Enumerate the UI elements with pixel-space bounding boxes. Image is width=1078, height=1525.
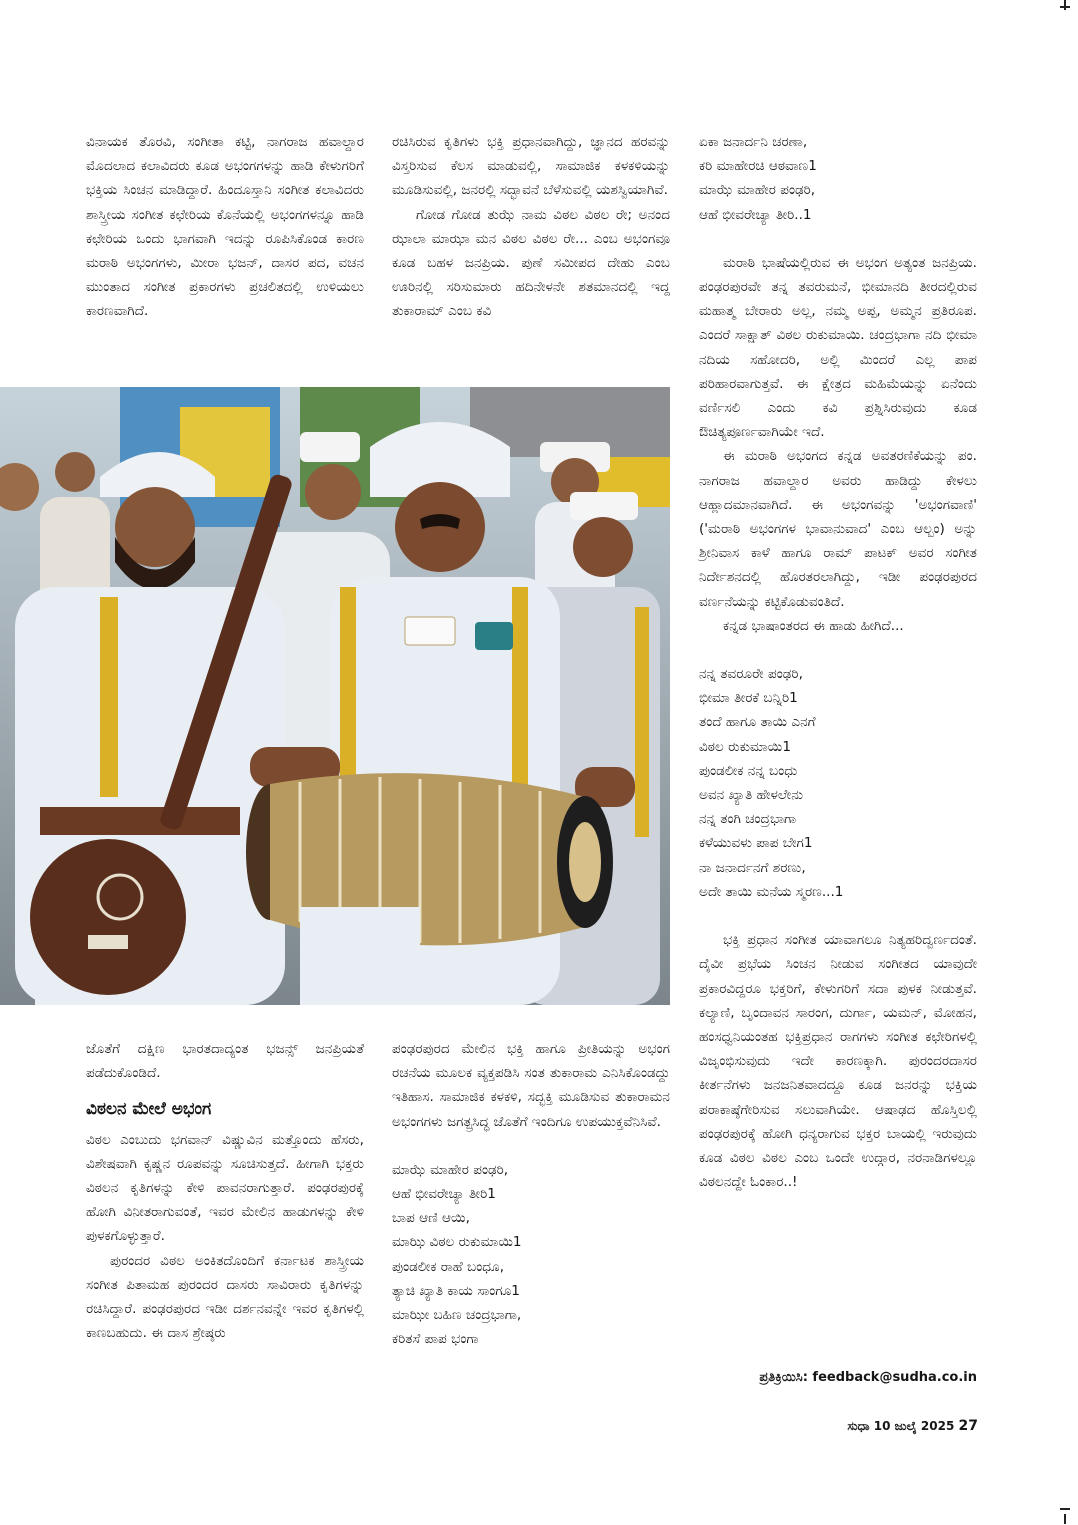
column-1-bottom bbox=[86, 1037, 364, 1345]
verse-line: ಕರಿ ಮಾಹೇರಚಿ ಆಠವಾಣ1 bbox=[699, 158, 817, 175]
paragraph: ಈ ಮರಾಠಿ ಅಭಂಗದ ಕನ್ನಡ ಅವತರಣಿಕೆಯನ್ನು ಪಂ. ನಾಗರಾಜ ಹವಾಲ್ದಾರ ಅವರು ಹಾಡಿದ್ದು ಕೇಳಲು ಆಹ್ಲಾದಮಾನವಾಗಿದೆ. ಈ ಅಭಂಗವನ್ನು 'ಅಭಂಗವಾಣಿ' ('ಮರಾಠಿ ಅಭಂಗಗಳ ಭಾವಾನುವಾದ' ಎಂಬ ಆಲ್ಬಂ) ಅನ್ನು ಶ್ರೀನಿವಾಸ ಕಾಳೆ ಹಾಗೂ ರಾಮ್ ಪಾಟಕ್ ಅವರ ಸಂಗೀತ ನಿರ್ದೇಶನದಲ್ಲಿ ಹೊರತರಲಾಗಿದ್ದು, ಇಡೀ ಪಂಢರಪುರದ ವರ್ಣನೆಯನ್ನು ಕಟ್ಟಿಕೊಡುವಂತಿದೆ. bbox=[699, 448, 977, 610]
verse-line: ಅದೇ ತಾಯಿ ಮನೆಯ ಸ್ಮರಣ...1 bbox=[699, 883, 844, 900]
verse-line: ಬಾಪ ಆಣಿ ಆಯಿ, bbox=[392, 1210, 470, 1227]
paragraph: ಕನ್ನಡ ಭಾಷಾಂತರದ ಈ ಹಾಡು ಹೀಗಿದೆ... bbox=[723, 617, 904, 634]
verse-line: ತ್ಯಾಚಿ ಖ್ಯಾತಿ ಕಾಯ ಸಾಂಗೂ1 bbox=[392, 1282, 520, 1299]
paragraph: ಮರಾಠಿ ಭಾಷೆಯಲ್ಲಿರುವ ಈ ಅಭಂಗ ಅತ್ಯಂತ ಜನಪ್ರಿಯ. ಪಂಢರಪುರವೇ ತನ್ನ ತವರುಮನೆ, ಭೀಮಾನದಿ ತೀರದಲ್ಲಿರುವ ಮಹಾತ್ಮ ಬೇರಾರು ಅಲ್ಲ, ನಮ್ಮ ಅಪ್ಪ, ಅಮ್ಮನ ಪ್ರತಿರೂಪ. ಎಂದರೆ ಸಾಕ್ಷಾತ್ ವಿಠಲ ರುಕುಮಾಯಿ. ಚಂದ್ರಭಾಗಾ ನದಿ ಭೀಮಾ ನದಿಯ ಸಹೋದರಿ, ಅಲ್ಲಿ ಮಿಂದರೆ ಎಲ್ಲ ಪಾಪ ಪರಿಹಾರವಾಗುತ್ತವೆ. ಈ ಕ್ಷೇತ್ರದ ಮಹಿಮೆಯನ್ನು ಏನೆಂದು ವರ್ಣಿಸಲಿ ಎಂದು ಕವಿ ಪ್ರಶ್ನಿಸಿರುವುದು ಕೂಡ ಔಚಿತ್ಯಪೂರ್ಣವಾಗಿಯೇ ಇದೆ. bbox=[699, 254, 977, 441]
column-2-bottom bbox=[392, 1037, 670, 1351]
issue-date: 10 ಜುಲೈ 2025 bbox=[873, 1419, 955, 1433]
verse-kannada bbox=[699, 662, 977, 904]
verse-line: ಆಹೆ ಭೀವರೇಚ್ಯಾ ತೀರಿ1 bbox=[392, 1186, 496, 1203]
verse-line: ಪುಂಡಲೀಕ ನನ್ನ ಬಂಧು bbox=[699, 762, 798, 779]
verse-line: ತಂದೆ ಹಾಗೂ ತಾಯಿ ಎನಗೆ bbox=[699, 714, 816, 731]
verse-line: ಪುಂಡಲೀಕ ರಾಹೆ ಬಂಧೂ, bbox=[392, 1258, 505, 1275]
verse-line: ಆಹೆ ಭೀವರೇಚ್ಯಾ ತೀರಿ..1 bbox=[699, 206, 812, 223]
paragraph: ಭಕ್ತಿ ಪ್ರಧಾನ ಸಂಗೀತ ಯಾವಾಗಲೂ ನಿತ್ಯಹರಿದ್ವರ್ಣದಂತೆ. ದೈವೀ ಪ್ರಭೆಯ ಸಿಂಚನ ನೀಡುವ ಸಂಗೀತದ ಯಾವುದೇ ಪ್ರಕಾರವಿದ್ದರೂ ಭಕ್ತರಿಗೆ, ಕೇಳುಗರಿಗೆ ಸದಾ ಪುಳಕ ನೀಡುತ್ತವೆ. ಕಲ್ಯಾಣಿ, ಬೃಂದಾವನ ಸಾರಂಗ, ದುರ್ಗಾ, ಯಮನ್, ಮೋಹನ, ಹಂಸಧ್ವನಿಯಂತಹ ಭಕ್ತಿಪ್ರಧಾನ ರಾಗಗಳು ಸಂಗೀತ ಕಛೇರಿಗಳಲ್ಲಿ ವಿಜೃಂಭಿಸುವುದು ಇದೇ ಕಾರಣಕ್ಕಾಗಿ. ಪುರಂದರದಾಸರ ಕೀರ್ತನೆಗಳು ಜನಜನಿತವಾದದ್ದೂ ಕೂಡ ಜನರನ್ನು ಭಕ್ತಿಯ ಪರಾಕಾಷ್ಠೆಗೇರಿಸುವ ಸಲುವಾಗಿಯೇ. ಆಷಾಢದ ಹೊಸ್ತಿಲಲ್ಲಿ ಪಂಢರಪುರಕ್ಕೆ ಹೋಗಿ ಧನ್ಯರಾಗುವ ಭಕ್ತರ ಬಾಯಲ್ಲಿ ಇರುವುದು ಕೂಡ ವಿಠಲ ವಿಠಲ ಎಂಬ ಒಂದೇ ಉದ್ಗಾರ, ನರನಾಡಿಗಳಲ್ಲೂ ವಿಠಲನದ್ದೇ ಓಂಕಾರ..! bbox=[699, 932, 977, 1191]
page-number: 27 bbox=[958, 1418, 978, 1434]
column-2-top bbox=[392, 130, 670, 324]
verse-line: ಏಕಾ ಜನಾರ್ದನಿ ಚರಣಾ, bbox=[699, 134, 808, 150]
verse-line: ಮಾಝೆ ಮಾಹೇರ ಪಂಢರಿ, bbox=[699, 182, 816, 199]
column-3 bbox=[699, 130, 977, 1194]
page-footer bbox=[790, 1418, 978, 1434]
crop-mark bbox=[1064, 0, 1066, 10]
crop-mark bbox=[1064, 1514, 1066, 1524]
verse-line: ನನ್ನ ತವರೂರೇ ಪಂಢರಿ, bbox=[699, 666, 803, 683]
verse-line: ಅವನ ಖ್ಯಾತಿ ಹೇಳಲೇನು bbox=[699, 787, 804, 804]
paragraph: ವಿನಾಯಕ ತೊರವಿ, ಸಂಗೀತಾ ಕಟ್ಟಿ, ನಾಗರಾಜ ಹವಾಲ್ದಾರ ಮೊದಲಾದ ಕಲಾವಿದರು ಕೂಡ ಅಭಂಗಗಳನ್ನು ಹಾಡಿ ಕೇಳುಗರಿಗೆ ಭಕ್ತಿಯ ಸಿಂಚನ ಮಾಡಿದ್ದಾರೆ. ಹಿಂದೂಸ್ತಾನಿ ಸಂಗೀತ ಕಲಾವಿದರು ಶಾಸ್ತ್ರೀಯ ಸಂಗೀತ ಕಛೇರಿಯ ಕೊನೆಯಲ್ಲಿ ಅಭಂಗಗಳನ್ನೂ ಹಾಡಿ ಕಛೇರಿಯ ಒಂದು ಭಾಗವಾಗಿ ಇದನ್ನು ರೂಪಿಸಿಕೊಂಡ ಕಾರಣ ಮರಾಠಿ ಅಭಂಗಗಳು, ಮೀರಾ ಭಜನ್, ದಾಸರ ಪದ, ವಚನ ಮುಂತಾದ ಸಂಗೀತ ಪ್ರಕಾರಗಳು ಪ್ರಚಲಿತದಲ್ಲಿ ಉಳಿಯಲು ಕಾರಣವಾಗಿದೆ. bbox=[86, 134, 364, 320]
verse-line: ವಿಠಲ ರುಕುಮಾಯಿ1 bbox=[699, 738, 792, 755]
verse-marathi bbox=[392, 1158, 670, 1352]
photo-musicians-procession bbox=[0, 387, 670, 1005]
paragraph: ಪಂಢರಪುರದ ಮೇಲಿನ ಭಕ್ತಿ ಹಾಗೂ ಪ್ರೀತಿಯನ್ನು ಅಭಂಗ ರಚನೆಯ ಮೂಲಕ ವ್ಯಕ್ತಪಡಿಸಿ ಸಂತ ತುಕಾರಾಮ ಎನಿಸಿಕೊಂಡದ್ದು ಇತಿಹಾಸ. ಸಾಮಾಜಿಕ ಕಳಕಳಿ, ಸದ್ಭಕ್ತಿ ಮೂಡಿಸುವ ತುಕಾರಾಮನ ಅಭಂಗಗಳು ಜಗತ್ಪ್ರಸಿದ್ಧ ಜೊತೆಗೆ ಇಂದಿಗೂ ಉಪಯುಕ್ತವೆನಿಸಿವೆ. bbox=[392, 1041, 670, 1130]
section-heading: ವಿಠಲನ ಮೇಲೆ ಅಭಂಗ bbox=[86, 1099, 212, 1120]
verse-marathi bbox=[699, 130, 977, 227]
paragraph: ರಚಿಸಿರುವ ಕೃತಿಗಳು ಭಕ್ತಿ ಪ್ರಧಾನವಾಗಿದ್ದು, ಜ್ಞಾನದ ಹರವನ್ನು ವಿಸ್ತರಿಸುವ ಕೆಲಸ ಮಾಡುವಲ್ಲಿ, ಸಾಮಾಜಿಕ ಕಳಕಳಿಯನ್ನು ಮೂಡಿಸುವಲ್ಲಿ, ಜನರಲ್ಲಿ ಸದ್ಭಾವನೆ ಬೆಳೆಸುವಲ್ಲಿ ಯಶಸ್ವಿಯಾಗಿವೆ. bbox=[392, 134, 670, 199]
crop-mark bbox=[1060, 1508, 1070, 1510]
paragraph: ಪುರಂದರ ವಿಠಲ ಅಂಕಿತದೊಂದಿಗೆ ಕರ್ನಾಟಕ ಶಾಸ್ತ್ರೀಯ ಸಂಗೀತ ಪಿತಾಮಹ ಪುರಂದರ ದಾಸರು ಸಾವಿರಾರು ಕೃತಿಗಳನ್ನು ರಚಿಸಿದ್ದಾರೆ. ಪಂಢರಪುರದ ಇಡೀ ದರ್ಶನವನ್ನೇ ಇವರ ಕೃತಿಗಳಲ್ಲಿ ಕಾಣಬಹುದು. ಈ ದಾಸ ಶ್ರೇಷ್ಠರು bbox=[86, 1252, 364, 1342]
verse-line: ಮಾಝೀ ಬಹಿಣ ಚಂದ್ರಭಾಗಾ, bbox=[392, 1307, 522, 1324]
paragraph: ಗೋಡ ಗೋಡ ತುಝೆ ನಾಮ ವಿಠಲ ವಿಠಲ ರೇ; ಅನಂದ ಝಾಲಾ ಮಾಝಾ ಮನ ವಿಠಲ ವಿಠಲ ರೇ... ಎಂಬ ಅಭಂಗವೂ ಕೂಡ ಬಹಳ ಜನಪ್ರಿಯ. ಪುಣೆ ಸಮೀಪದ ದೇಹು ಎಂಬ ಊರಿನಲ್ಲಿ ಸರಿಸುಮಾರು ಹದಿನೇಳನೇ ಶತಮಾನದಲ್ಲಿ ಇದ್ದ ತುಕಾರಾಮ್ ಎಂಬ ಕವಿ bbox=[392, 206, 670, 320]
verse-line: ಮಾಝಿ ವಿಠಲ ರುಕುಮಾಯಿ1 bbox=[392, 1234, 522, 1251]
magazine-name: ಸುಧಾ bbox=[847, 1419, 870, 1433]
verse-line: ಕರಿತಸೆ ಪಾಪ ಭಂಗಾ bbox=[392, 1331, 479, 1348]
column-1-top bbox=[86, 130, 364, 324]
paragraph: ಜೊತೆಗೆ ದಕ್ಷಿಣ ಭಾರತದಾದ್ಯಂತ ಭಜನ್ಸ್ ಜನಪ್ರಿಯತೆ ಪಡೆದುಕೊಂಡಿದೆ. bbox=[86, 1041, 364, 1082]
verse-line: ಭೀಮಾ ತೀರಕೆ ಬನ್ನಿರಿ1 bbox=[699, 690, 798, 707]
verse-line: ನನ್ನ ತಂಗಿ ಚಂದ್ರಭಾಗಾ bbox=[699, 811, 797, 828]
verse-line: ಕಳೆಯುವಳು ಪಾಪ ಬೇಗ1 bbox=[699, 835, 813, 852]
verse-line: ನಾ ಜನಾರ್ದನಗೆ ಶರಣು, bbox=[699, 859, 806, 876]
paragraph: ವಿಠಲ ಎಂಬುದು ಭಗವಾನ್ ವಿಷ್ಣುವಿನ ಮತ್ತೊಂದು ಹೆಸರು, ವಿಶೇಷವಾಗಿ ಕೃಷ್ಣನ ರೂಪವನ್ನು ಸೂಚಿಸುತ್ತದೆ. ಹೀಗಾಗಿ ಭಕ್ತರು ವಿಠಲನ ಕೃತಿಗಳನ್ನು ಕೇಳಿ ಪಾವನರಾಗುತ್ತಾರೆ. ಪಂಢರಪುರಕ್ಕೆ ಹೋಗಿ ವಿನೀತರಾಗುವಂತೆ, ಇವರ ಮೇಲಿನ ಹಾಡುಗಳನ್ನು ಕೇಳಿ ಪುಳಕಗೊಳ್ಳುತ್ತಾರೆ. bbox=[86, 1131, 364, 1245]
feedback-line: ಪ್ರತಿಕ್ರಿಯಿಸಿ: feedback@sudha.co.in bbox=[759, 1370, 977, 1385]
verse-line: ಮಾಝೆ ಮಾಹೇರ ಪಂಢರಿ, bbox=[392, 1161, 509, 1178]
